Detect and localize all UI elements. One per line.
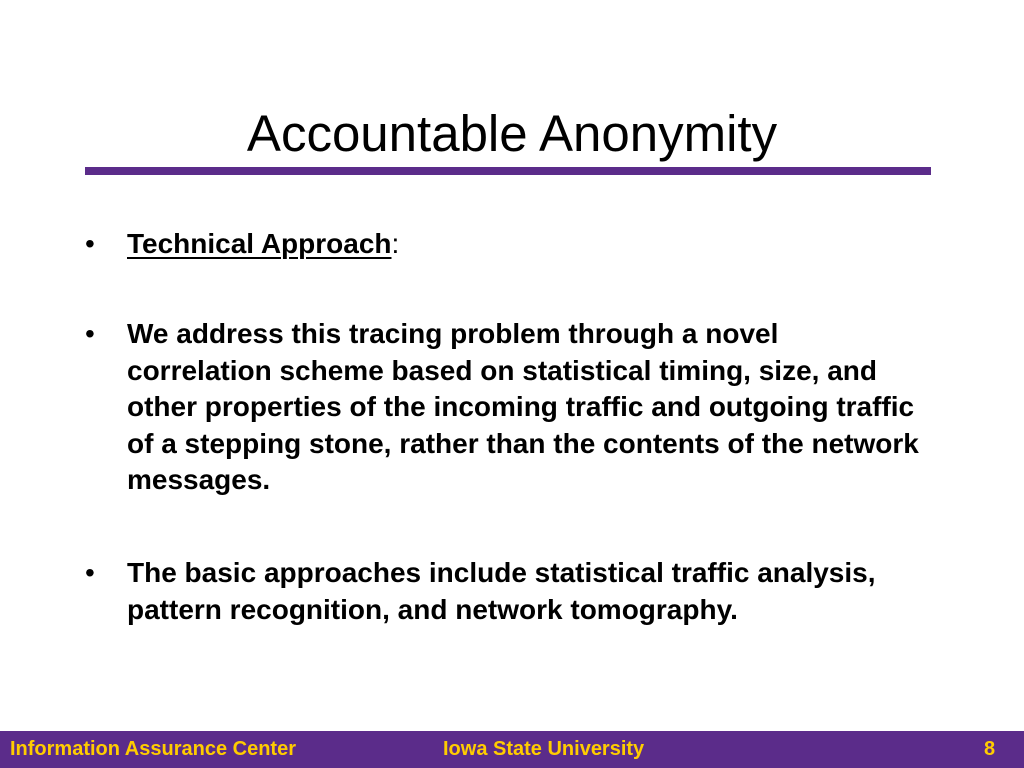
heading-colon: : — [391, 228, 400, 259]
bullet-marker: • — [85, 318, 95, 349]
bullet-text: We address this tracing problem through a novel correlation scheme based on statistical timing, size, and other properties of the incoming traffic and outgoing traffic of a stepping stone, rather than the contents of the network messages. — [127, 318, 919, 495]
bullet-text — [127, 226, 927, 263]
title-divider — [85, 167, 931, 175]
bullet-marker: • — [85, 228, 95, 259]
footer-organization: Information Assurance Center — [10, 738, 296, 760]
footer-university: Iowa State University — [443, 738, 645, 760]
technical-approach-heading: Technical Approach — [127, 228, 392, 259]
slide-title: Accountable Anonymity — [246, 105, 778, 162]
slide-footer — [0, 731, 1024, 768]
bullet-text: The basic approaches include statistical traffic analysis, pattern recognition, and network tomography. — [127, 557, 876, 625]
bullet-marker: • — [85, 557, 95, 588]
page-number: 8 — [984, 738, 996, 760]
